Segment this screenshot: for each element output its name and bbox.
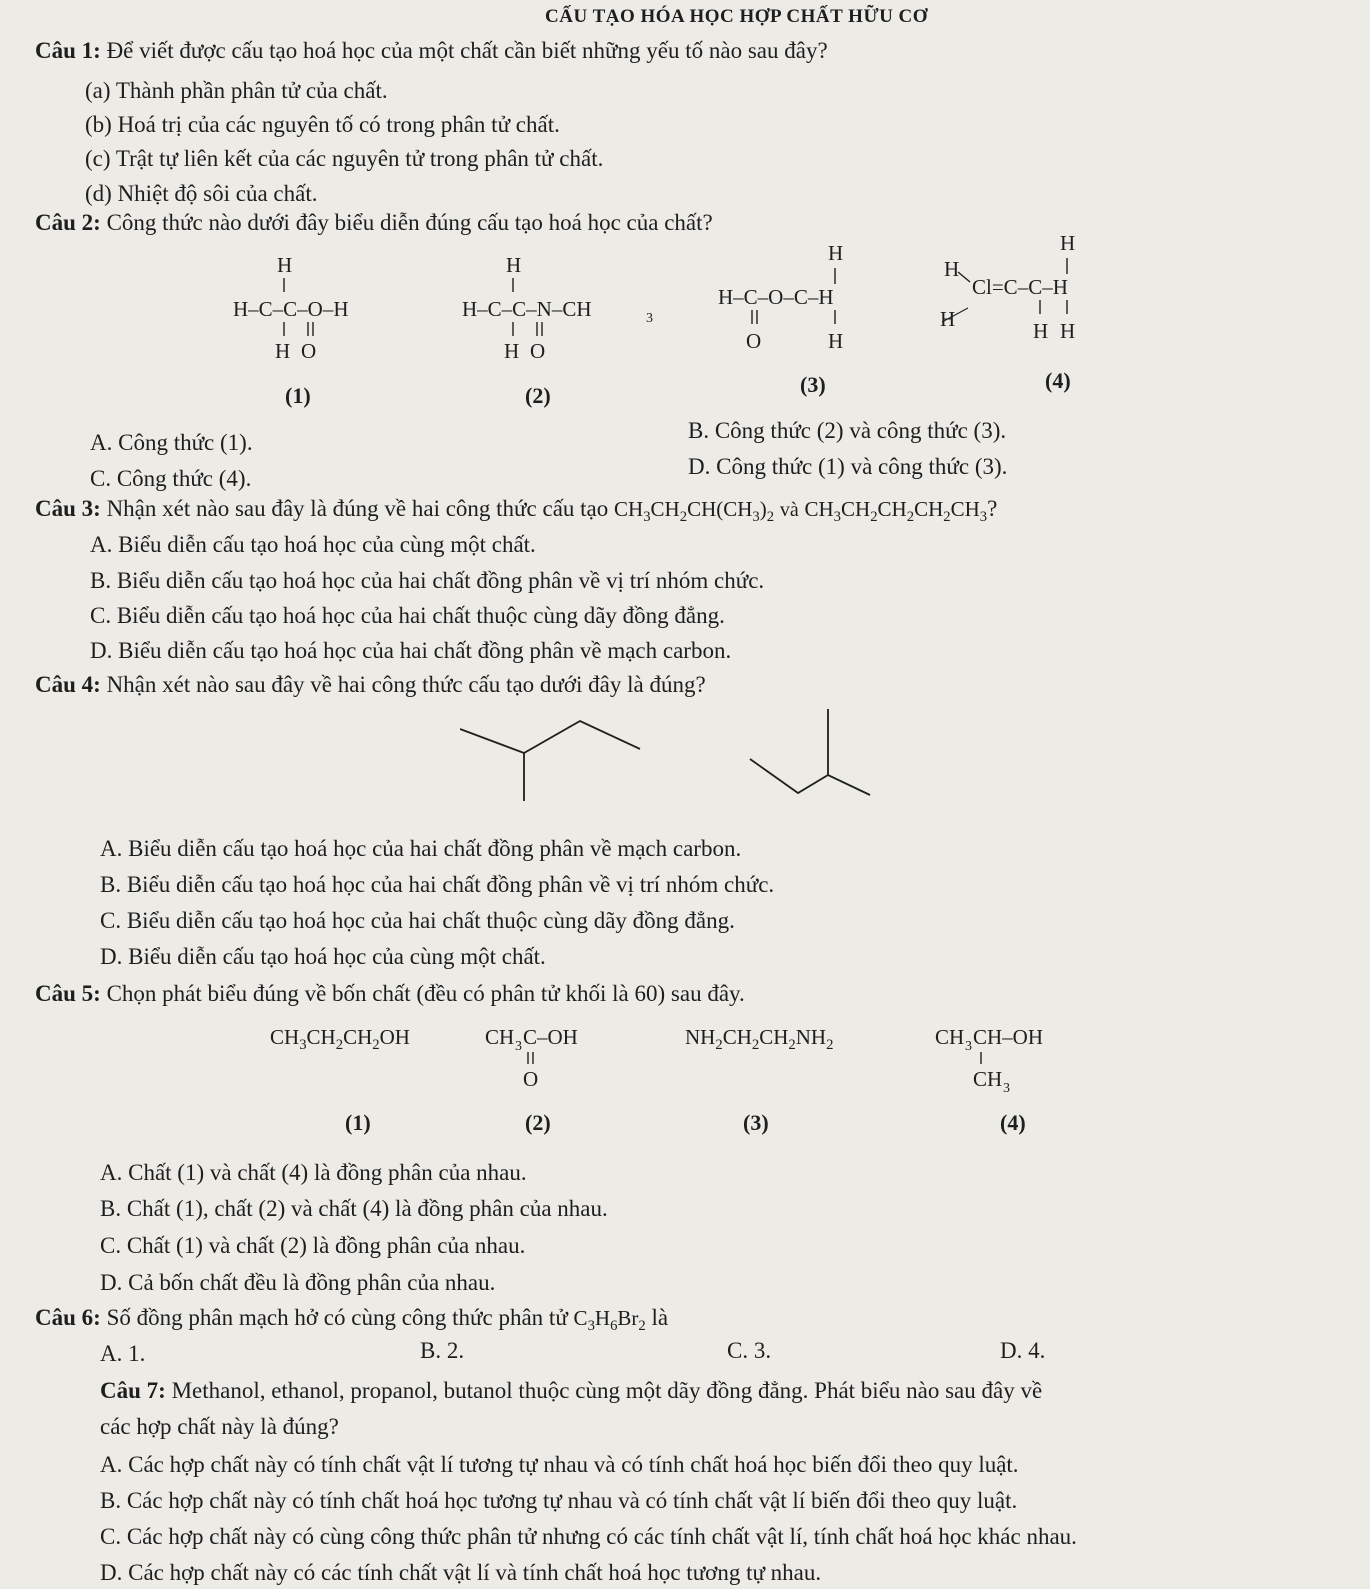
svg-text:H: H: [944, 257, 960, 281]
svg-text:H–C–C–O–H: H–C–C–O–H: [233, 297, 349, 321]
formula-2-methylbutane: $CH_3CH_2CH(CH_3)_2$: [614, 497, 775, 526]
q4-skeleton-2-chain: [750, 759, 870, 795]
svg-text:3: 3: [1003, 1081, 1010, 1096]
question-2: [35, 210, 713, 236]
svg-text:O: O: [523, 1067, 539, 1091]
svg-text:H: H: [277, 253, 293, 277]
q6-option-c[interactable]: C. 3.: [727, 1338, 772, 1363]
q5-formula-label-1: (1): [345, 1110, 371, 1135]
question-7: [100, 1378, 1042, 1404]
svg-text:3: 3: [965, 1039, 972, 1054]
question-text-line1: Methanol, ethanol, propanol, butanol thuộc cùng một dãy đồng đẳng. Phát biểu nào sau đây về: [171, 1378, 1043, 1403]
question-text-end: ?: [987, 496, 998, 521]
q5-option-b[interactable]: B. Chất (1), chất (2) và chất (4) là đồng phân của nhau.: [100, 1196, 608, 1221]
q5-formula-label-2: (2): [525, 1110, 551, 1135]
svg-text:H: H: [828, 329, 844, 353]
question-text: Số đồng phân mạch hở có cùng công thức phân tử: [106, 1305, 568, 1330]
q3-option-b[interactable]: B. Biểu diễn cấu tạo hoá học của hai chất đồng phân về vị trí nhóm chức.: [90, 568, 765, 593]
question-1: [35, 38, 828, 64]
svg-text:O: O: [301, 339, 317, 363]
q2-formula-1: [225, 250, 425, 380]
svg-text:H–C–O–C–H: H–C–O–C–H: [718, 285, 834, 309]
question-label: Câu 6:: [35, 1305, 101, 1330]
q5-formula-label-4: (4): [1000, 1110, 1026, 1135]
q1-item-d: (d) Nhiệt độ sôi của chất.: [85, 181, 318, 206]
q4-option-b[interactable]: B. Biểu diễn cấu tạo hoá học của hai chất đồng phân về vị trí nhóm chức.: [100, 872, 775, 897]
svg-text:CH: CH: [935, 1025, 965, 1049]
svg-text:Cl=C–C–H: Cl=C–C–H: [972, 275, 1068, 299]
q2-option-a[interactable]: A. Công thức (1).: [90, 430, 253, 455]
svg-text:H: H: [1060, 319, 1076, 343]
svg-text:H: H: [828, 241, 844, 265]
q6-option-a[interactable]: A. 1.: [100, 1341, 146, 1366]
q1-item-a: (a) Thành phần phân tử của chất.: [85, 78, 388, 103]
question-text: Công thức nào dưới đây biểu diễn đúng cấu tạo hoá học của chất?: [106, 210, 713, 235]
svg-text:3: 3: [515, 1039, 522, 1054]
q2-formula-label-4: (4): [1045, 368, 1071, 393]
question-7-line2: các hợp chất này là đúng?: [100, 1414, 339, 1439]
q2-formula-4: [940, 228, 1140, 368]
q3-option-c[interactable]: C. Biểu diễn cấu tạo hoá học của hai chất thuộc cùng dãy đồng đẳng.: [90, 603, 725, 628]
formula-c3h6br2: $C_3H_6Br_2$: [573, 1306, 646, 1335]
question-6: [35, 1305, 669, 1335]
q3-option-d[interactable]: D. Biểu diễn cấu tạo hoá học của hai chất đồng phân về mạch carbon.: [90, 638, 732, 663]
q2-formula-label-1: (1): [285, 383, 311, 408]
question-text: Nhận xét nào sau đây là đúng về hai công thức cấu tạo: [106, 496, 609, 521]
question-4: [35, 672, 706, 698]
q5-formula-4: [935, 1022, 1105, 1098]
q4-option-a[interactable]: A. Biểu diễn cấu tạo hoá học của hai chất đồng phân về mạch carbon.: [100, 836, 742, 861]
q5-option-d[interactable]: D. Cả bốn chất đều là đồng phân của nhau.: [100, 1270, 496, 1295]
q2-formula-label-3: (3): [800, 372, 826, 397]
q4-option-c[interactable]: C. Biểu diễn cấu tạo hoá học của hai chất thuộc cùng dãy đồng đẳng.: [100, 908, 735, 933]
q7-option-a[interactable]: A. Các hợp chất này có tính chất vật lí tương tự nhau và có tính chất hoá học biến đổi theo quy luật.: [100, 1452, 1019, 1477]
question-text: Nhận xét nào sau đây về hai công thức cấu tạo dưới đây là đúng?: [106, 672, 706, 697]
question-label: Câu 5:: [35, 981, 101, 1006]
svg-text:O: O: [530, 339, 546, 363]
svg-text:H–C–C–N–CH: H–C–C–N–CH: [462, 297, 592, 321]
question-label: Câu 1:: [35, 38, 101, 63]
q2-option-b[interactable]: B. Công thức (2) và công thức (3).: [688, 418, 1007, 443]
q1-item-b: (b) Hoá trị của các nguyên tố có trong phân tử chất.: [85, 112, 560, 137]
q7-option-b[interactable]: B. Các hợp chất này có tính chất hoá học tương tự nhau và có tính chất vật lí biến đổi theo quy luật.: [100, 1488, 1018, 1513]
question-text: Để viết được cấu tạo hoá học của một chất cần biết những yếu tố nào sau đây?: [106, 38, 828, 63]
q2-option-d[interactable]: D. Công thức (1) và công thức (3).: [688, 454, 1008, 479]
svg-text:H: H: [504, 339, 520, 363]
svg-text:3: 3: [646, 311, 653, 326]
q5-formula-label-3: (3): [743, 1110, 769, 1135]
q3-option-a[interactable]: A. Biểu diễn cấu tạo hoá học của cùng một chất.: [90, 532, 536, 557]
q6-option-d[interactable]: D. 4.: [1000, 1338, 1046, 1363]
q5-formula-2: [485, 1022, 625, 1094]
q5-option-c[interactable]: C. Chất (1) và chất (2) là đồng phân của nhau.: [100, 1233, 526, 1258]
q6-option-b[interactable]: B. 2.: [420, 1338, 465, 1363]
q2-formula-2: [462, 250, 682, 380]
q7-option-c[interactable]: C. Các hợp chất này có cùng công thức phân tử nhưng có các tính chất vật lí, tính chất hoá học khác nhau.: [100, 1524, 1077, 1549]
svg-text:CH–OH: CH–OH: [973, 1025, 1044, 1049]
formula-pentane: $CH_3CH_2CH_2CH_2CH_3$: [804, 497, 988, 526]
q5-formula-3: $NH_2CH_2CH_2NH_2$: [685, 1025, 834, 1054]
question-label: Câu 3:: [35, 496, 101, 521]
question-text: Chọn phát biểu đúng về bốn chất (đều có phân tử khối là 60) sau đây.: [106, 981, 745, 1006]
q2-option-c[interactable]: C. Công thức (4).: [90, 466, 252, 491]
svg-text:H: H: [506, 253, 522, 277]
q4-skeletal-structures: [460, 705, 890, 820]
question-3: [35, 496, 998, 526]
q2-formula-label-2: (2): [525, 383, 551, 408]
svg-text:H: H: [275, 339, 291, 363]
svg-text:O: O: [746, 329, 762, 353]
q1-item-c: (c) Trật tự liên kết của các nguyên tử trong phân tử chất.: [85, 146, 604, 171]
q4-skeleton-1-chain: [460, 721, 640, 753]
svg-text:H: H: [940, 307, 956, 331]
svg-text:H: H: [1060, 231, 1076, 255]
question-label: Câu 4:: [35, 672, 101, 697]
question-text-and: và: [779, 499, 799, 521]
question-5: [35, 981, 745, 1007]
question-label: Câu 2:: [35, 210, 101, 235]
q7-option-d[interactable]: D. Các hợp chất này có các tính chất vật lí và tính chất hoá học tương tự nhau.: [100, 1560, 822, 1585]
question-text-after: là: [651, 1305, 669, 1330]
q5-formula-1: $CH_3CH_2CH_2OH$: [270, 1025, 410, 1054]
page-header: CẤU TẠO HÓA HỌC HỢP CHẤT HỮU CƠ: [545, 6, 929, 27]
question-label: Câu 7:: [100, 1378, 166, 1403]
svg-text:CH: CH: [973, 1067, 1003, 1091]
q2-formula-3: [718, 238, 918, 378]
q5-option-a[interactable]: A. Chất (1) và chất (4) là đồng phân của nhau.: [100, 1160, 527, 1185]
svg-text:H: H: [1033, 319, 1049, 343]
svg-text:C–OH: C–OH: [523, 1025, 578, 1049]
svg-text:CH: CH: [485, 1025, 515, 1049]
q4-option-d[interactable]: D. Biểu diễn cấu tạo hoá học của cùng một chất.: [100, 944, 546, 969]
